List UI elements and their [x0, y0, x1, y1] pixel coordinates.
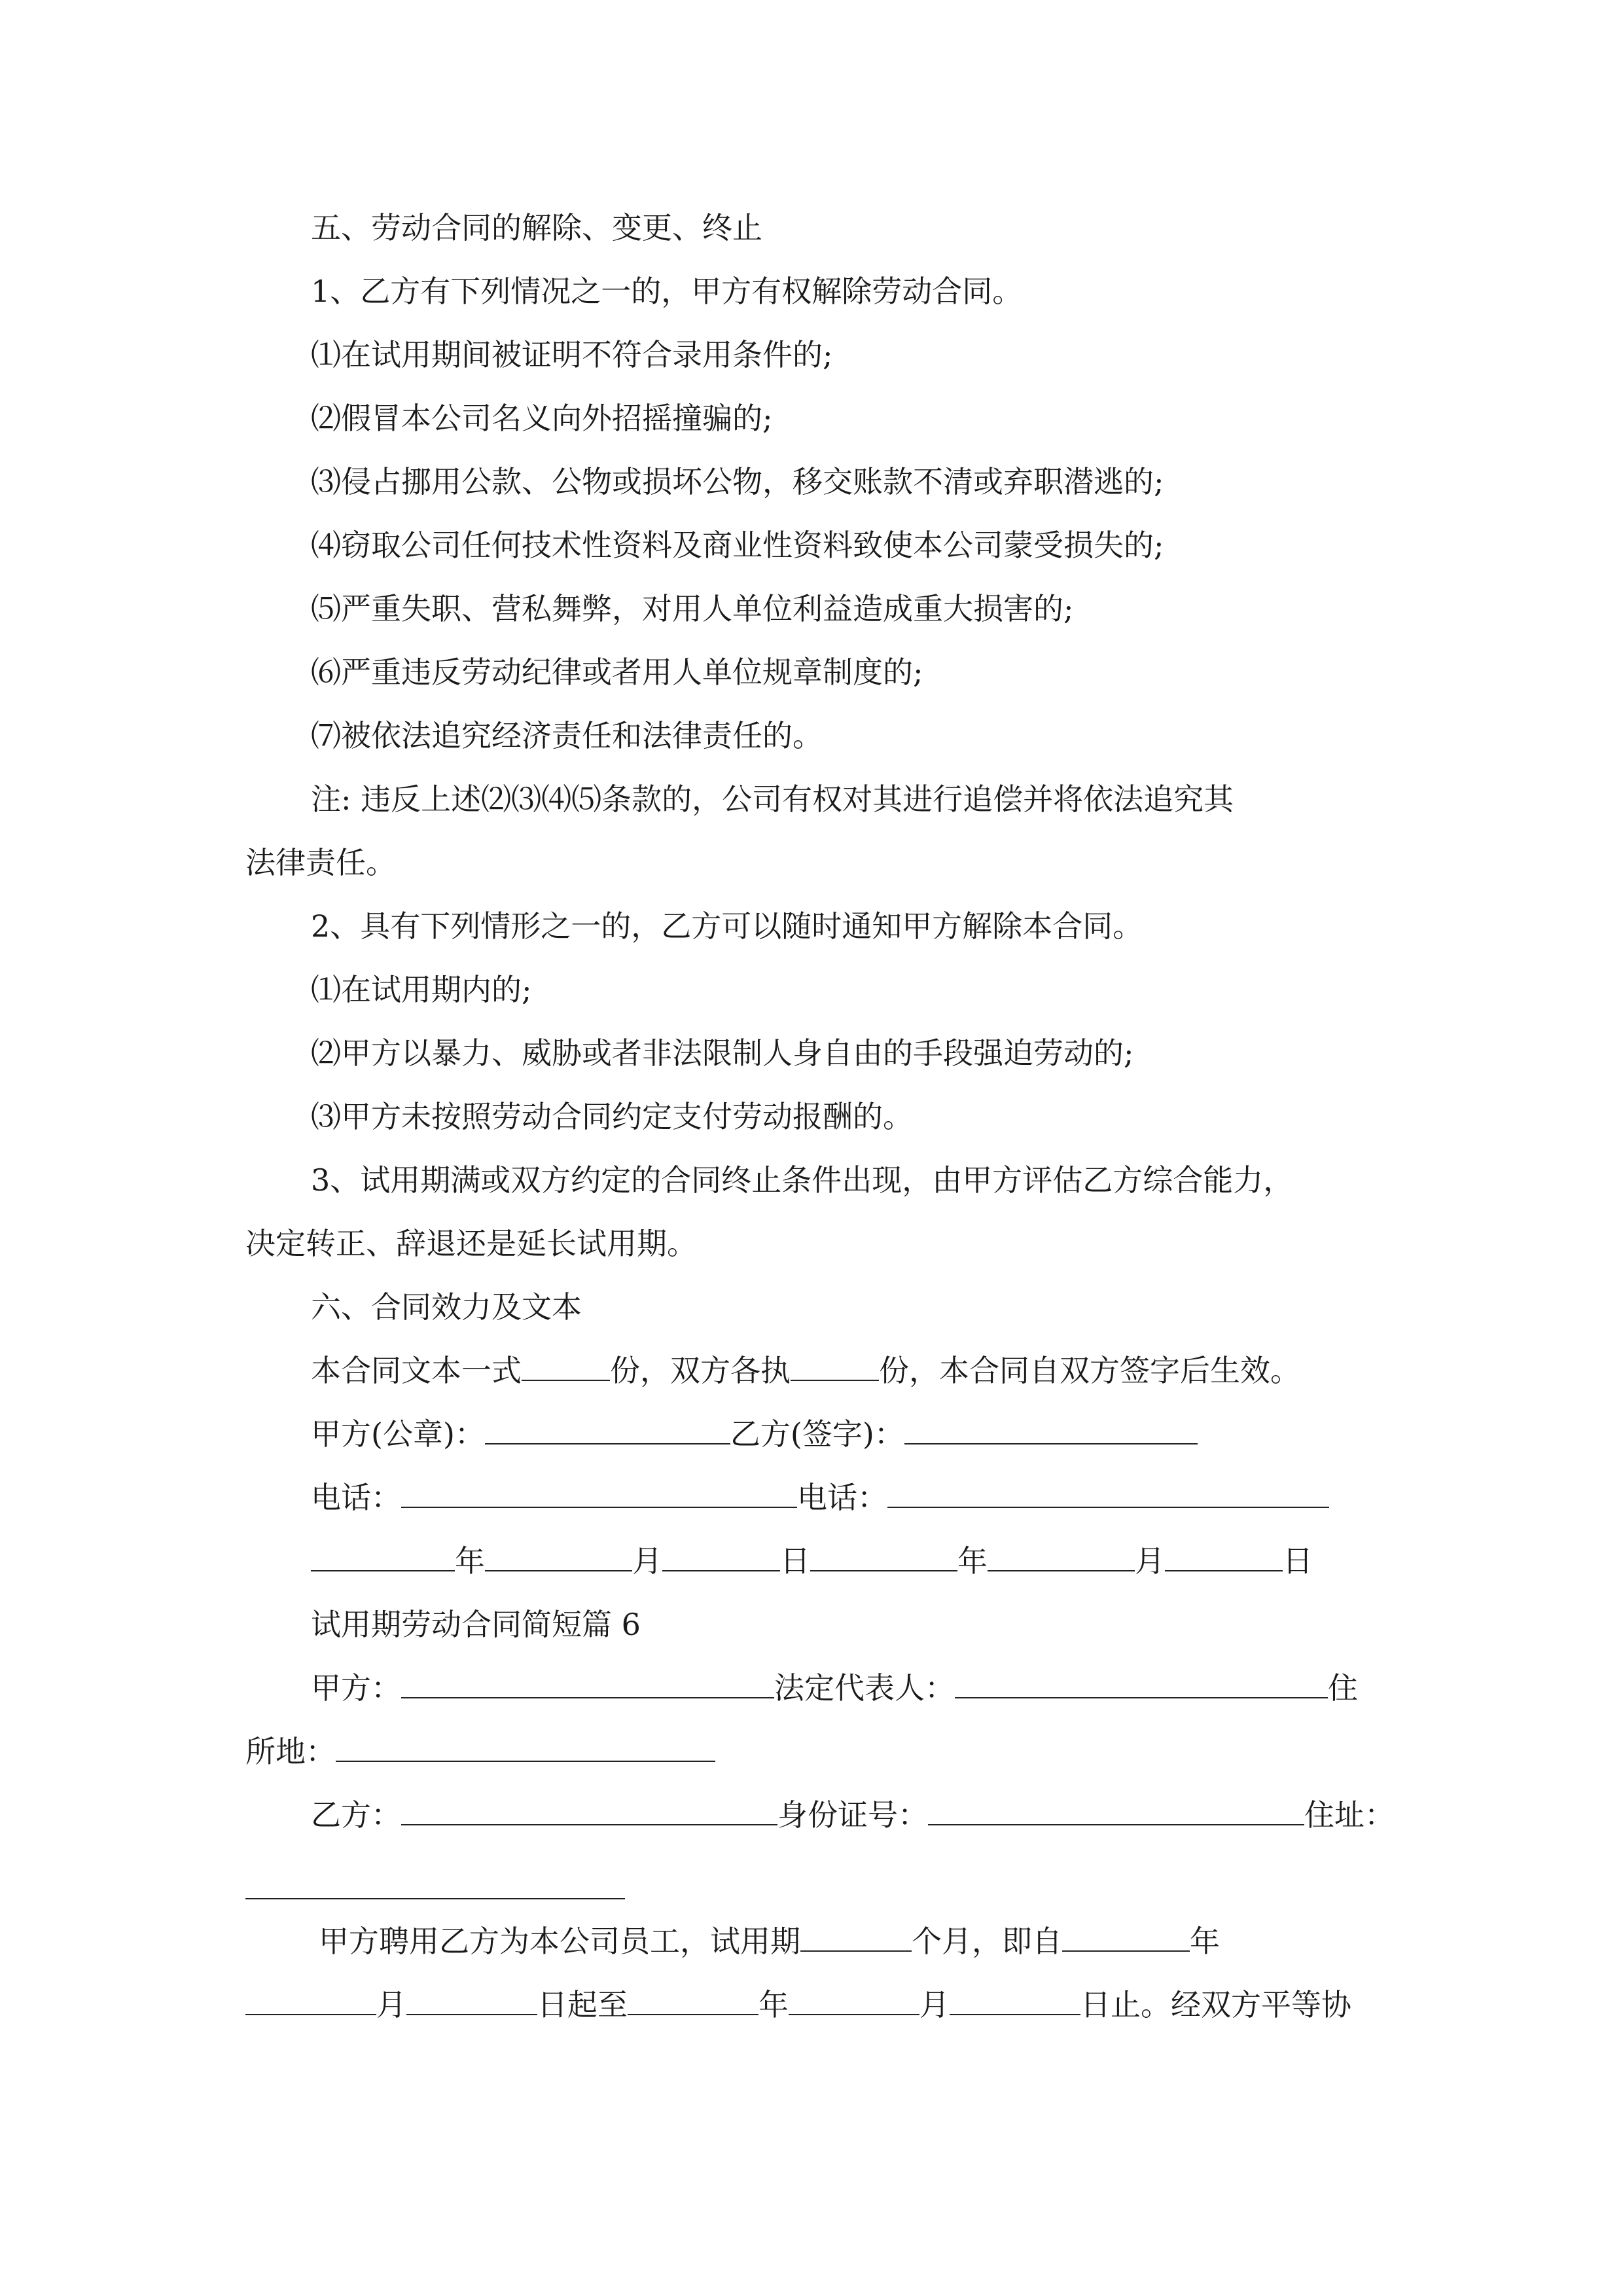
month-label: 月: [632, 1543, 662, 1579]
date-b-year-blank[interactable]: [810, 1541, 957, 1571]
copies-text-a: 本合同文本一式: [311, 1353, 522, 1388]
clause-2-item: ⑴在试用期内的;: [311, 972, 532, 1007]
party-b-label: 乙方：: [311, 1797, 401, 1833]
month-label: 月: [376, 1987, 406, 2022]
address-label: 住址：: [1304, 1797, 1395, 1833]
residence-label-b: 所地：: [245, 1734, 336, 1769]
clause-1-item: ⑵假冒本公司名义向外招摇撞骗的;: [311, 401, 773, 436]
clause-3-line-1: 3、试用期满或双方约定的合同终止条件出现，由甲方评估乙方综合能力，: [311, 1162, 1294, 1198]
end-day-blank[interactable]: [950, 1985, 1080, 2015]
copies-text-b: 份，双方各执: [610, 1353, 791, 1388]
date-a-year-blank[interactable]: [311, 1541, 455, 1571]
clause-1-item: ⑸严重失职、营私舞弊，对用人单位利益造成重大损害的;: [311, 591, 1074, 626]
year-label: 年: [455, 1543, 485, 1579]
copies-each-blank[interactable]: [791, 1351, 879, 1381]
date-b-month-blank[interactable]: [988, 1541, 1135, 1571]
year-label: 年: [1190, 1924, 1220, 1959]
body-line-1: [245, 1922, 1220, 1961]
party-a-blank[interactable]: [401, 1668, 774, 1698]
party-a-seal-blank[interactable]: [485, 1414, 730, 1444]
phone-b-blank[interactable]: [887, 1478, 1329, 1508]
phone-label-b: 电话：: [797, 1480, 887, 1515]
year-label: 年: [758, 1987, 789, 2022]
legal-rep-label: 法定代表人：: [774, 1670, 955, 1706]
start-day-blank[interactable]: [406, 1985, 537, 2015]
section-6-title: 六、合同效力及文本: [311, 1289, 582, 1325]
year-label: 年: [957, 1543, 988, 1579]
id-blank[interactable]: [928, 1795, 1304, 1825]
address-blank[interactable]: [245, 1898, 625, 1899]
day-label: 日: [1283, 1543, 1313, 1579]
clause-1-item: ⑷窃取公司任何技术性资料及商业性资料致使本公司蒙受损失的;: [311, 528, 1164, 563]
contract-6-heading: 试用期劳动合同简短篇 6: [311, 1607, 641, 1642]
party-a-seal-label: 甲方(公章)：: [311, 1416, 485, 1452]
clause-1-item: ⑺被依法追究经济责任和法律责任的。: [311, 718, 823, 753]
end-year-blank[interactable]: [628, 1985, 758, 2015]
start-month-blank[interactable]: [245, 1985, 376, 2015]
legal-rep-blank[interactable]: [955, 1668, 1328, 1698]
body-text-a: 甲方聘用乙方为本公司员工，试用期: [319, 1924, 800, 1959]
phone-a-blank[interactable]: [401, 1478, 797, 1508]
clause-1-item: ⑹严重违反劳动纪律或者用人单位规章制度的;: [311, 655, 923, 690]
phone-line: [245, 1478, 1329, 1517]
day-from-label: 日起至: [537, 1987, 628, 2022]
clause-2-item: ⑶甲方未按照劳动合同约定支付劳动报酬的。: [311, 1099, 913, 1134]
date-a-day-blank[interactable]: [662, 1541, 780, 1571]
party-a-label: 甲方：: [311, 1670, 401, 1706]
body-text-b: 个月，即自: [912, 1924, 1062, 1959]
residence-line: [245, 1732, 715, 1771]
note-line-1: 注: 违反上述⑵⑶⑷⑸条款的，公司有权对其进行追偿并将依法追究其: [311, 781, 1234, 817]
phone-label-a: 电话：: [311, 1480, 401, 1515]
day-label: 日: [780, 1543, 810, 1579]
month-label: 月: [1135, 1543, 1165, 1579]
party-b-line: [245, 1795, 1395, 1835]
clause-1-item: ⑶侵占挪用公款、公物或损坏公物，移交账款不清或弃职潜逃的;: [311, 464, 1164, 499]
trial-months-blank[interactable]: [800, 1922, 912, 1952]
copies-text-c: 份，本合同自双方签字后生效。: [879, 1353, 1300, 1388]
party-a-line: [245, 1668, 1358, 1708]
clause-1-item: ⑴在试用期间被证明不符合录用条件的;: [311, 337, 833, 372]
copies-total-blank[interactable]: [522, 1351, 610, 1381]
clause-2: 2、具有下列情形之一的，乙方可以随时通知甲方解除本合同。: [311, 908, 1143, 944]
date-line: [245, 1541, 1313, 1581]
copies-line: [245, 1351, 1300, 1390]
body-line-2: [245, 1985, 1351, 2024]
clause-3-line-2: 决定转正、辞退还是延长试用期。: [245, 1226, 697, 1261]
party-b-sign-blank[interactable]: [904, 1414, 1198, 1444]
end-month-blank[interactable]: [789, 1985, 919, 2015]
residence-label-a: 住: [1328, 1670, 1358, 1706]
id-label: 身份证号：: [777, 1797, 928, 1833]
date-b-day-blank[interactable]: [1165, 1541, 1283, 1571]
residence-blank[interactable]: [336, 1732, 715, 1762]
month-label: 月: [919, 1987, 950, 2022]
clause-2-item: ⑵甲方以暴力、威胁或者非法限制人身自由的手段强迫劳动的;: [311, 1035, 1134, 1071]
date-a-month-blank[interactable]: [485, 1541, 632, 1571]
start-year-blank[interactable]: [1062, 1922, 1190, 1952]
body-end-text: 日止。经双方平等协: [1080, 1987, 1351, 2022]
party-b-sign-label: 乙方(签字)：: [730, 1416, 904, 1452]
party-b-blank[interactable]: [401, 1795, 777, 1825]
signature-line: [245, 1414, 1198, 1454]
note-line-2: 法律责任。: [245, 845, 396, 880]
clause-1: 1、乙方有下列情况之一的，甲方有权解除劳动合同。: [311, 274, 1023, 309]
section-5-title: 五、劳动合同的解除、变更、终止: [311, 210, 762, 245]
